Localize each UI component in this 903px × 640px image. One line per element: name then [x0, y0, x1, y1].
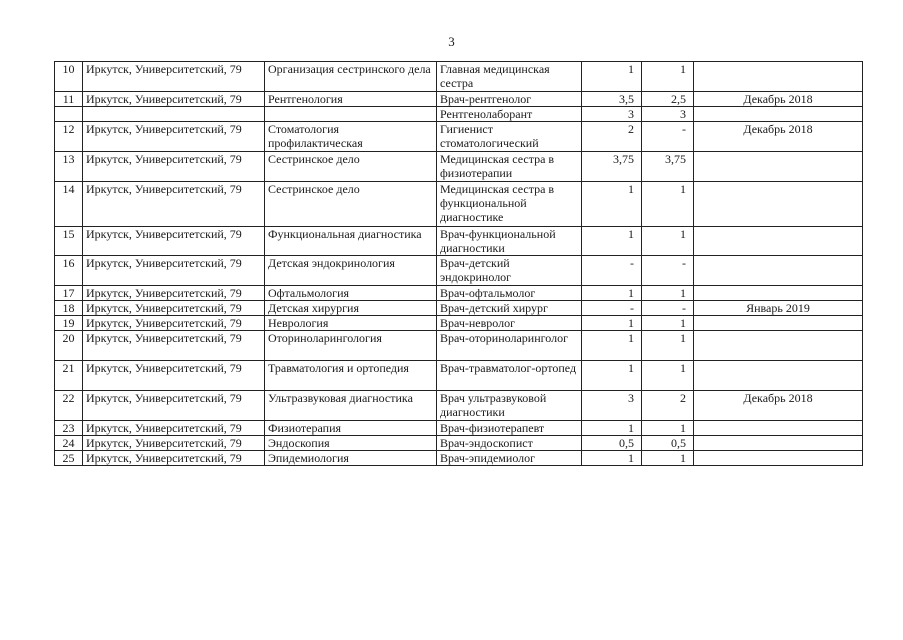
date-cell	[694, 62, 863, 92]
quantity-cell: -	[642, 256, 694, 286]
row-number: 25	[55, 451, 83, 466]
position-cell: Врач-эндоскопист	[437, 436, 582, 451]
quantity-cell: -	[642, 122, 694, 152]
position-cell: Врач ультразвуковой диагностики	[437, 391, 582, 421]
address-cell: Иркутск, Университетский, 79	[83, 436, 265, 451]
address-cell: Иркутск, Университетский, 79	[83, 152, 265, 182]
address-cell: Иркутск, Университетский, 79	[83, 256, 265, 286]
specialty-cell: Рентгенология	[265, 92, 437, 107]
position-cell: Врач-травматолог-ортопед	[437, 361, 582, 391]
row-number: 23	[55, 421, 83, 436]
row-number: 21	[55, 361, 83, 391]
specialty-cell: Неврология	[265, 316, 437, 331]
row-number: 15	[55, 227, 83, 256]
specialty-cell: Оториноларингология	[265, 331, 437, 361]
row-number: 10	[55, 62, 83, 92]
row-number: 20	[55, 331, 83, 361]
address-cell: Иркутск, Университетский, 79	[83, 361, 265, 391]
quantity-cell: 3,75	[642, 152, 694, 182]
position-cell: Врач-оториноларинголог	[437, 331, 582, 361]
quantity-cell: 1	[582, 182, 642, 227]
row-number: 24	[55, 436, 83, 451]
date-cell	[694, 436, 863, 451]
specialty-cell	[265, 107, 437, 122]
address-cell: Иркутск, Университетский, 79	[83, 451, 265, 466]
table-row	[55, 62, 863, 92]
row-number: 19	[55, 316, 83, 331]
position-cell: Главная медицинская сестра	[437, 62, 582, 92]
position-cell: Врач-физиотерапевт	[437, 421, 582, 436]
table-row	[55, 227, 863, 256]
quantity-cell: 0,5	[642, 436, 694, 451]
address-cell: Иркутск, Университетский, 79	[83, 62, 265, 92]
staffing-table	[54, 61, 863, 466]
quantity-cell: -	[582, 301, 642, 316]
table-row	[55, 436, 863, 451]
address-cell: Иркутск, Университетский, 79	[83, 182, 265, 227]
table-row	[55, 316, 863, 331]
quantity-cell: 1	[642, 361, 694, 391]
quantity-cell: 2	[642, 391, 694, 421]
specialty-cell: Эпидемиология	[265, 451, 437, 466]
specialty-cell: Детская эндокринология	[265, 256, 437, 286]
table-row	[55, 451, 863, 466]
date-cell: Январь 2019	[694, 301, 863, 316]
position-cell: Врач-детский эндокринолог	[437, 256, 582, 286]
quantity-cell: 3	[642, 107, 694, 122]
position-cell: Врач-функциональной диагностики	[437, 227, 582, 256]
position-cell: Медицинская сестра в функциональной диагностике	[437, 182, 582, 227]
address-cell	[83, 107, 265, 122]
date-cell	[694, 107, 863, 122]
address-cell: Иркутск, Университетский, 79	[83, 227, 265, 256]
date-cell	[694, 451, 863, 466]
address-cell: Иркутск, Университетский, 79	[83, 92, 265, 107]
date-cell	[694, 256, 863, 286]
date-cell	[694, 182, 863, 227]
specialty-cell: Офтальмология	[265, 286, 437, 301]
quantity-cell: 1	[582, 451, 642, 466]
date-cell	[694, 331, 863, 361]
quantity-cell: 1	[642, 62, 694, 92]
row-number: 18	[55, 301, 83, 316]
quantity-cell: 1	[642, 316, 694, 331]
table-row	[55, 152, 863, 182]
date-cell: Декабрь 2018	[694, 391, 863, 421]
quantity-cell: 2,5	[642, 92, 694, 107]
quantity-cell: 1	[582, 421, 642, 436]
date-cell: Декабрь 2018	[694, 122, 863, 152]
quantity-cell: 1	[642, 451, 694, 466]
table-row	[55, 256, 863, 286]
specialty-cell: Эндоскопия	[265, 436, 437, 451]
specialty-cell: Детская хирургия	[265, 301, 437, 316]
table-row	[55, 92, 863, 107]
table-row	[55, 391, 863, 421]
row-number: 13	[55, 152, 83, 182]
position-cell: Гигиенист стоматологический	[437, 122, 582, 152]
position-cell: Медицинская сестра в физиотерапии	[437, 152, 582, 182]
specialty-cell: Функциональная диагностика	[265, 227, 437, 256]
table-row	[55, 331, 863, 361]
quantity-cell: 3,75	[582, 152, 642, 182]
quantity-cell: -	[582, 256, 642, 286]
row-number: 11	[55, 92, 83, 107]
page-number: 3	[448, 34, 455, 49]
specialty-cell: Сестринское дело	[265, 152, 437, 182]
quantity-cell: 3	[582, 107, 642, 122]
address-cell: Иркутск, Университетский, 79	[83, 421, 265, 436]
quantity-cell: 1	[582, 286, 642, 301]
row-number: 12	[55, 122, 83, 152]
position-cell: Врач-рентгенолог	[437, 92, 582, 107]
address-cell: Иркутск, Университетский, 79	[83, 301, 265, 316]
table-row	[55, 286, 863, 301]
table-row	[55, 421, 863, 436]
quantity-cell: 1	[582, 331, 642, 361]
date-cell	[694, 227, 863, 256]
specialty-cell: Сестринское дело	[265, 182, 437, 227]
date-cell	[694, 286, 863, 301]
quantity-cell: 1	[642, 227, 694, 256]
address-cell: Иркутск, Университетский, 79	[83, 286, 265, 301]
position-cell: Врач-невролог	[437, 316, 582, 331]
address-cell: Иркутск, Университетский, 79	[83, 316, 265, 331]
quantity-cell: 1	[642, 286, 694, 301]
specialty-cell: Организация сестринского дела	[265, 62, 437, 92]
position-cell: Врач-детский хирург	[437, 301, 582, 316]
date-cell	[694, 316, 863, 331]
row-number	[55, 107, 83, 122]
table-row	[55, 107, 863, 122]
table-row	[55, 361, 863, 391]
specialty-cell: Физиотерапия	[265, 421, 437, 436]
quantity-cell: 1	[582, 316, 642, 331]
address-cell: Иркутск, Университетский, 79	[83, 331, 265, 361]
position-cell: Рентгенолаборант	[437, 107, 582, 122]
table-row	[55, 301, 863, 316]
date-cell: Декабрь 2018	[694, 92, 863, 107]
row-number: 16	[55, 256, 83, 286]
quantity-cell: 1	[582, 62, 642, 92]
quantity-cell: 1	[582, 361, 642, 391]
specialty-cell: Травматология и ортопедия	[265, 361, 437, 391]
address-cell: Иркутск, Университетский, 79	[83, 122, 265, 152]
date-cell	[694, 421, 863, 436]
date-cell	[694, 152, 863, 182]
quantity-cell: -	[642, 301, 694, 316]
position-cell: Врач-офтальмолог	[437, 286, 582, 301]
specialty-cell: Ультразвуковая диагностика	[265, 391, 437, 421]
quantity-cell: 1	[642, 331, 694, 361]
row-number: 17	[55, 286, 83, 301]
quantity-cell: 1	[582, 227, 642, 256]
date-cell	[694, 361, 863, 391]
address-cell: Иркутск, Университетский, 79	[83, 391, 265, 421]
table-row	[55, 122, 863, 152]
quantity-cell: 3,5	[582, 92, 642, 107]
quantity-cell: 2	[582, 122, 642, 152]
quantity-cell: 1	[642, 182, 694, 227]
row-number: 22	[55, 391, 83, 421]
specialty-cell: Стоматология профилактическая	[265, 122, 437, 152]
quantity-cell: 0,5	[582, 436, 642, 451]
quantity-cell: 3	[582, 391, 642, 421]
table-row	[55, 182, 863, 227]
row-number: 14	[55, 182, 83, 227]
position-cell: Врач-эпидемиолог	[437, 451, 582, 466]
quantity-cell: 1	[642, 421, 694, 436]
